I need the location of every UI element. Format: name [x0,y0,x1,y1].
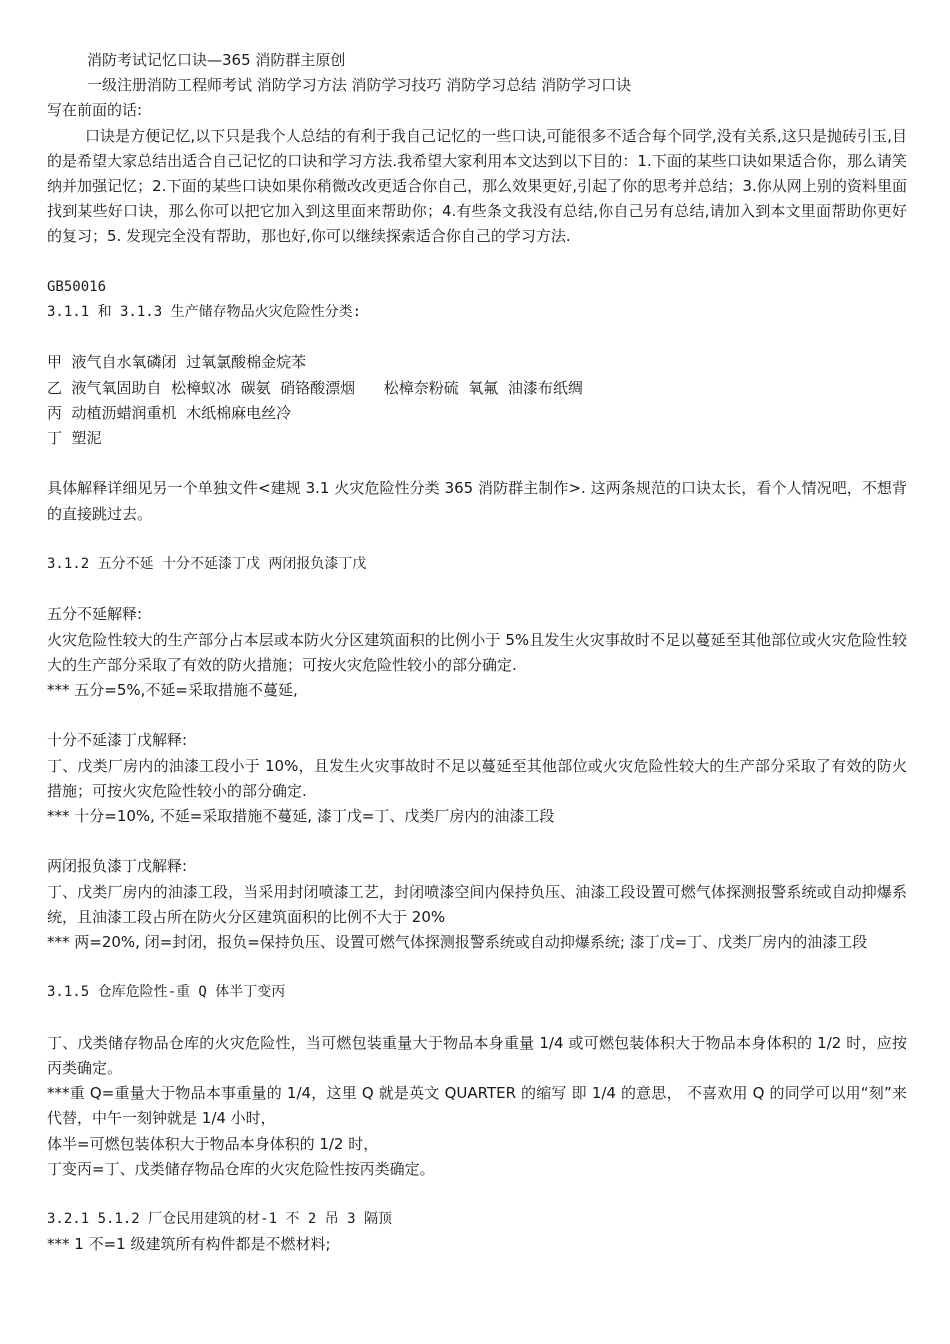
section-heading-3-2-1: 3.2.1 5.1.2 厂仓民用建筑的材-1 不 2 吊 3 隔顶 [47,1211,393,1228]
explanation-note-a: *** 五分=5%,不延=采取措施不蔓延, [47,681,298,699]
standard-code: GB50016 [47,278,107,295]
section-note-3-2-1: *** 1 不=1 级建筑所有构件都是不燃材料; [47,1235,331,1254]
explanation-body-b: 丁、戊类厂房内的油漆工段小于 10%，且发生火灾事故时不足以蔓延至其他部位或火灾危险性较大的生产部分采取了有效的防火措施；可按火灾危险性较小的部分确定. [47,756,907,800]
class-bing-mnemonic: 丙 动植沥蜡润重机 木纸棉麻电丝冷 [47,403,292,422]
explanation-note-b: *** 十分=10%, 不延=采取措施不蔓延, 漆丁戊=丁、戊类厂房内的油漆工段 [47,807,555,825]
explanation-note-c: *** 两=20%, 闭=封闭，报负=保持负压、设置可燃气体探测报警系统或自动抑爆系统; 漆丁戊=丁、戊类厂房内的油漆工段 [47,933,868,951]
section-heading-3-1-5: 3.1.5 仓库危险性-重 Q 体半丁变丙 [47,984,286,1001]
explanation-body-a: 火灾危险性较大的生产部分占本层或本防火分区建筑面积的比例小于 5%且发生火灾事故时不足以蔓延至其他部位或火灾危险性较大的生产部分采取了有效的防火措施；可按火灾危险性较小的部分确定. [47,630,907,674]
doc-tags: 一级注册消防工程师考试 消防学习方法 消防学习技巧 消防学习总结 消防学习口诀 [87,76,632,95]
section-note-3-1-5-c: 丁变丙=丁、戊类储存物品仓库的火灾危险性按丙类确定。 [47,1159,435,1178]
document-page [47,48,907,1258]
section-heading-3-1-2: 3.1.2 五分不延 十分不延漆丁戊 两闭报负漆丁戊 [47,556,367,572]
class-yi-mnemonic: 乙 液气氧固助自 松樟蚁冰 碳氨 硝铬酸漂烟 松樟奈粉硫 氧氟 油漆布纸绸 [47,378,583,397]
intro-heading: 写在前面的话: [47,101,143,120]
explanation-title-a: 五分不延解释: [47,605,143,624]
class-ding-mnemonic: 丁 塑泥 [47,429,102,448]
intro-paragraph: 口诀是方便记忆,以下只是我个人总结的有利于我自己记忆的一些口诀,可能很多不适合每个同学,没有关系,这只是抛砖引玉,目的是希望大家总结出适合自己记忆的口诀和学习方法.我希望大家利用本文达到以下目的：1.下面的某些口诀如果适合你，那么请笑纳并加强记忆；2.下面的某些口诀如果你稍微改改更适合你自己，那么效果更好,引起了你的思考并总结；3.你从网上别的资料里面找到某些好口诀，那么你可以把它加入到这里面来帮助你；4.有些条文我没有总结,你自己另有总结,请加入到本文里面帮助你更好的复习；5. 发现完全没有帮助，那也好,你可以继续探索适合你自己的学习方法. [47,126,907,246]
section-body-3-1-5: 丁、戊类储存物品仓库的火灾危险性，当可燃包装重量大于物品本身重量 1/4 或可燃包装体积大于物品本身体积的 1/2 时，应按丙类确定。 [47,1033,907,1077]
explanation-body-c: 丁、戊类厂房内的油漆工段，当采用封闭喷漆工艺，封闭喷漆空间内保持负压、油漆工段设置可燃气体探测报警系统或自动抑爆系统，且油漆工段占所在防火分区建筑面积的比例不大于 20% [47,882,907,926]
class-jia-mnemonic: 甲 液气自水氧磷闭 过氧氯酸棉金烷苯 [47,353,307,372]
section-note-3-1-5-b: 体半=可燃包装体积大于物品本身体积的 1/2 时， [47,1134,379,1153]
doc-title: 消防考试记忆口诀—365 消防群主原创 [87,51,346,69]
explanation-title-c: 两闭报负漆丁戊解释: [47,857,188,876]
section-note-3-1-5-a: ***重 Q=重量大于物品本事重量的 1/4，这里 Q 就是英文 QUARTER 的缩写 即 1/4 的意思， 不喜欢用 Q 的同学可以用“刻”来代替，中午一刻钟就是 1/4 小时， [47,1084,907,1128]
explanation-title-b: 十分不延漆丁戊解释: [47,731,188,750]
section-heading-3-1-1: 3.1.1 和 3.1.3 生产储存物品火灾危险性分类: [47,304,362,321]
section-note-3-1-1: 具体解释详细见另一个单独文件<建规 3.1 火灾危险性分类 365 消防群主制作>. 这两条规范的口诀太长，看个人情况吧，不想背的直接跳过去。 [47,479,907,523]
